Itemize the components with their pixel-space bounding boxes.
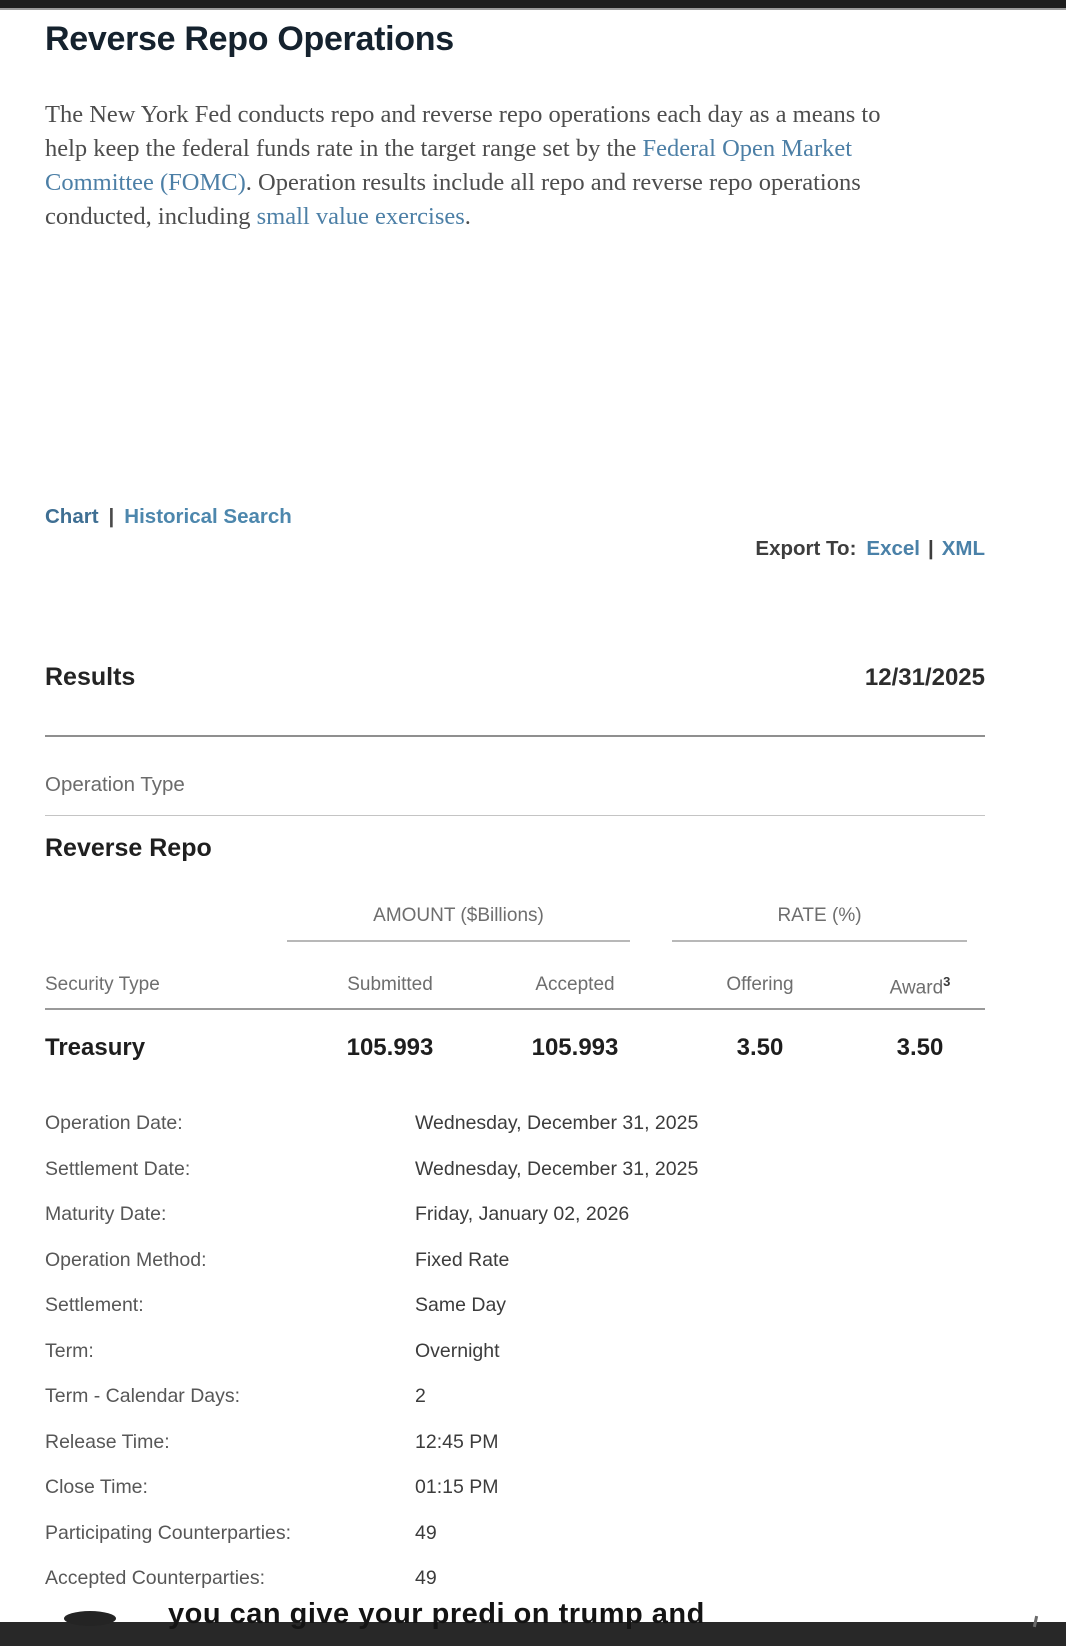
intro-text-2: . Operation results include all repo and reverse repo operations conducted, including xyxy=(45,169,861,230)
operation-name-heading: Reverse Repo xyxy=(45,834,212,862)
detail-value: 12:45 PM xyxy=(415,1430,499,1453)
nav-separator: | xyxy=(108,505,115,528)
results-divider xyxy=(45,735,985,737)
detail-label: Term: xyxy=(45,1339,94,1362)
emoji-blob xyxy=(64,1611,116,1626)
detail-label: Maturity Date: xyxy=(45,1203,167,1226)
export-separator: | xyxy=(927,537,934,560)
col-accepted: Accepted xyxy=(535,974,615,995)
page-content xyxy=(45,0,985,1646)
page-title: Reverse Repo Operations xyxy=(45,20,454,58)
detail-label: Operation Method: xyxy=(45,1248,207,1271)
detail-value: Overnight xyxy=(415,1339,500,1362)
historical-search-link[interactable]: Historical Search xyxy=(124,505,292,528)
cell-offering: 3.50 xyxy=(736,1034,784,1061)
detail-value: Friday, January 02, 2026 xyxy=(415,1203,630,1226)
export-row xyxy=(755,537,985,561)
cell-accepted: 105.993 xyxy=(531,1034,619,1061)
detail-label: Accepted Counterparties: xyxy=(45,1567,266,1590)
detail-value: 01:15 PM xyxy=(415,1476,499,1499)
detail-row xyxy=(45,1238,985,1284)
chart-link[interactable]: Chart xyxy=(45,505,99,528)
detail-label: Operation Date: xyxy=(45,1112,183,1135)
col-security-type: Security Type xyxy=(45,974,160,995)
col-award-label: Award xyxy=(889,977,944,999)
results-heading: Results xyxy=(45,663,136,691)
results-date: 12/31/2025 xyxy=(864,664,985,691)
detail-value: 49 xyxy=(415,1521,437,1544)
detail-label: Term - Calendar Days: xyxy=(45,1385,241,1408)
detail-value: Same Day xyxy=(415,1294,507,1317)
operation-details xyxy=(45,1101,985,1602)
detail-value: Wednesday, December 31, 2025 xyxy=(415,1112,699,1135)
table-row xyxy=(45,1030,985,1066)
fomc-link[interactable]: Federal Open Market Committee (FOMC) xyxy=(45,135,853,196)
operation-type-label: Operation Type xyxy=(45,773,185,796)
results-header xyxy=(45,663,985,692)
detail-label: Settlement: xyxy=(45,1294,144,1317)
small-value-exercises-link[interactable]: small value exercises xyxy=(256,203,465,230)
cell-security-type: Treasury xyxy=(45,1034,146,1061)
export-label: Export To: xyxy=(755,537,857,560)
export-xml-link[interactable]: XML xyxy=(941,537,985,560)
detail-value: Fixed Rate xyxy=(415,1248,510,1271)
detail-row xyxy=(45,1147,985,1193)
table-header-divider xyxy=(45,1008,985,1010)
detail-row xyxy=(45,1329,985,1375)
detail-value: 49 xyxy=(415,1567,437,1590)
view-switcher xyxy=(45,505,292,529)
detail-label: Release Time: xyxy=(45,1430,170,1453)
detail-row xyxy=(45,1465,985,1511)
intro-paragraph xyxy=(45,98,913,234)
operation-type-divider xyxy=(45,815,985,816)
table-column-headers xyxy=(45,974,985,999)
intro-text-3: . xyxy=(464,203,471,230)
detail-row xyxy=(45,1420,985,1466)
detail-value: 2 xyxy=(415,1385,426,1408)
detail-row xyxy=(45,1283,985,1329)
col-offering: Offering xyxy=(726,974,794,995)
detail-label: Close Time: xyxy=(45,1476,148,1499)
detail-value: Wednesday, December 31, 2025 xyxy=(415,1157,699,1180)
export-excel-link[interactable]: Excel xyxy=(866,537,920,560)
amount-group-header: AMOUNT ($Billions) xyxy=(287,905,630,942)
col-submitted: Submitted xyxy=(347,974,433,995)
cell-award: 3.50 xyxy=(896,1034,944,1061)
col-award xyxy=(855,974,985,999)
detail-row xyxy=(45,1101,985,1147)
intro-text-1: The New York Fed conducts repo and reverse repo operations each day as a means to help keep the federal funds rate in the target range set by the xyxy=(45,101,881,162)
detail-label: Settlement Date: xyxy=(45,1157,191,1180)
detail-label: Participating Counterparties: xyxy=(45,1521,292,1544)
overlay-caption: you can give your predi on trump and xyxy=(168,1598,705,1630)
cell-submitted: 105.993 xyxy=(346,1034,434,1061)
detail-row xyxy=(45,1511,985,1557)
detail-row xyxy=(45,1556,985,1602)
detail-row xyxy=(45,1192,985,1238)
award-footnote-superscript: 3 xyxy=(943,974,951,989)
rate-group-header: RATE (%) xyxy=(672,905,967,942)
detail-row xyxy=(45,1374,985,1420)
